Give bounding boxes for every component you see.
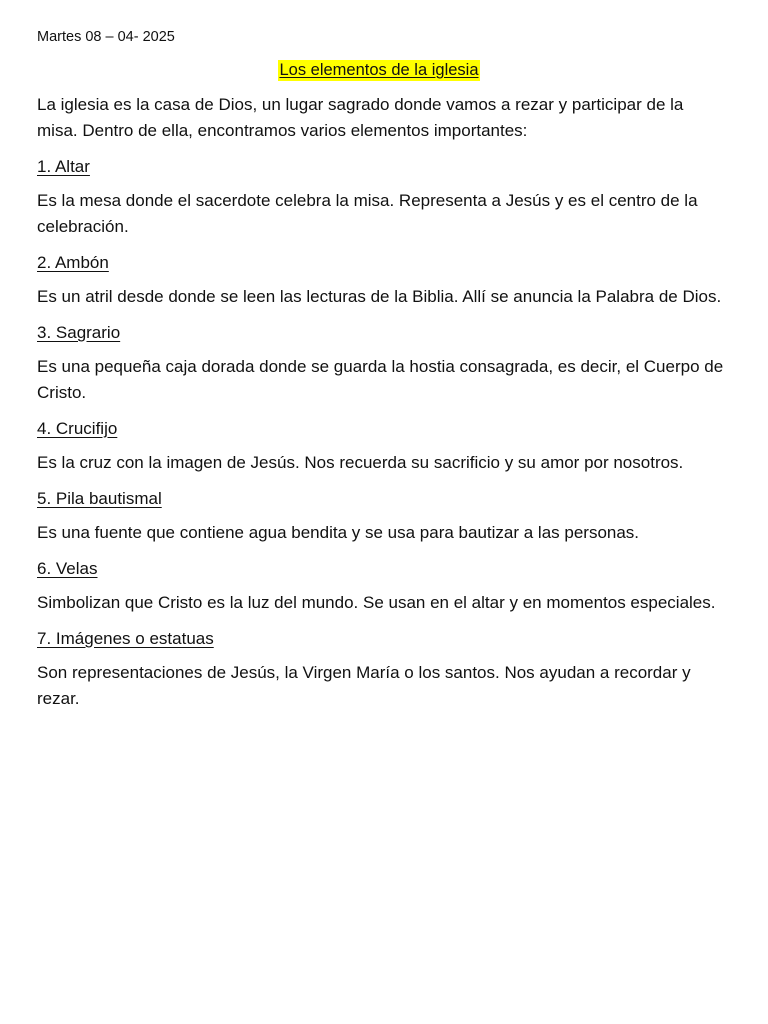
section-text-altar: Es la mesa donde el sacerdote celebra la misa. Representa a Jesús y es el centro de la celebración. bbox=[37, 191, 698, 236]
section-heading-altar: 1. Altar bbox=[37, 157, 90, 176]
section-heading-imagenes: 7. Imágenes o estatuas bbox=[37, 629, 214, 648]
section-text-pila-bautismal: Es una fuente que contiene agua bendita y se usa para bautizar a las personas. bbox=[37, 523, 640, 542]
section-text-velas: Simbolizan que Cristo es la luz del mundo. Se usan en el altar y en momentos especiales. bbox=[37, 593, 716, 612]
document-body bbox=[37, 92, 727, 722]
intro-paragraph: La iglesia es la casa de Dios, un lugar sagrado donde vamos a rezar y participar de la misa. Dentro de ella, encontramos varios elementos importantes: bbox=[37, 95, 684, 140]
section-heading-velas: 6. Velas bbox=[37, 559, 98, 578]
section-heading-crucifijo: 4. Crucifijo bbox=[37, 419, 118, 438]
document-title: Los elementos de la iglesia bbox=[279, 61, 479, 79]
section-text-crucifijo: Es la cruz con la imagen de Jesús. Nos recuerda su sacrificio y su amor por nosotros. bbox=[37, 453, 684, 472]
section-text-imagenes: Son representaciones de Jesús, la Virgen María o los santos. Nos ayudan a recordar y rezar. bbox=[37, 663, 691, 708]
section-heading-ambon: 2. Ambón bbox=[37, 253, 109, 272]
section-text-sagrario: Es una pequeña caja dorada donde se guarda la hostia consagrada, es decir, el Cuerpo de Cristo. bbox=[37, 357, 724, 402]
section-heading-sagrario: 3. Sagrario bbox=[37, 323, 121, 342]
document-date: Martes 08 – 04- 2025 bbox=[37, 29, 175, 45]
title-container bbox=[0, 60, 758, 81]
section-heading-pila-bautismal: 5. Pila bautismal bbox=[37, 489, 162, 508]
section-text-ambon: Es un atril desde donde se leen las lecturas de la Biblia. Allí se anuncia la Palabra de Dios. bbox=[37, 287, 722, 306]
